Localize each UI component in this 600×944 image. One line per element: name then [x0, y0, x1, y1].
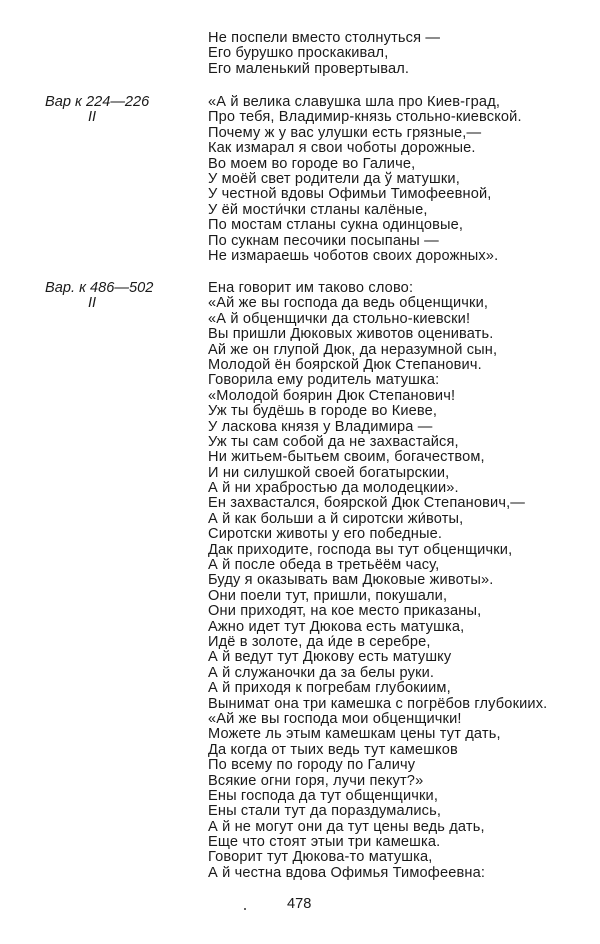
verse-line: Говорила ему родитель матушка:	[208, 372, 440, 389]
verse-line: У ласкова князя у Владимира —	[208, 418, 433, 435]
verse-line: А й ни храбростью да молодецкии».	[208, 480, 459, 497]
verse-line: Буду я оказывать вам Дюковые животы».	[208, 572, 494, 589]
verse-line: И ни силушкой своей богатырскии,	[208, 464, 450, 481]
verse-block-3	[208, 281, 547, 881]
verse-line: Еще что стоят этыи три камешка.	[208, 834, 441, 851]
verse-line: Ен захвастался, боярской Дюк Степанович,—	[208, 495, 526, 512]
verse-line: По мостам стланы сукна одинцовые,	[208, 217, 464, 234]
verse-line: А й приходя к погребам глубокиим,	[208, 680, 451, 697]
verse-line: Не поспели вместо столнуться —	[208, 30, 441, 46]
verse-line: Сиротски животы у его победные.	[208, 526, 443, 543]
verse-line: Уж ты будёшь в городе во Киеве,	[208, 403, 438, 420]
verse-line: А й ведут тут Дюкову есть матушку	[208, 649, 452, 666]
variant-source: II	[88, 295, 97, 312]
verse-line: Дак приходите, господа вы тут обценщички,	[208, 541, 513, 558]
verse-line: Да когда от тыих ведь тут камешков	[208, 741, 458, 758]
verse-line: По всему по городу по Галичу	[208, 757, 416, 774]
verse-line: Ены стали тут да пораздумались,	[208, 803, 442, 820]
verse-line: Про тебя, Владимир-князь стольно-киевской.	[208, 109, 522, 126]
verse-line: «Ай же вы господа мои обценщички!	[208, 710, 462, 727]
print-speck	[244, 908, 246, 910]
variant-note-1	[45, 95, 149, 126]
variant-ref: Вар к 224—226	[45, 94, 150, 110]
verse-line: А й честна вдова Офимья Тимофеевна:	[208, 864, 486, 881]
verse-block-1	[208, 31, 440, 77]
verse-line: А й как больши а й сиротски жи́воты,	[208, 510, 464, 527]
verse-line: У ёй мости́чки стланы калёные,	[208, 201, 428, 218]
variant-source: II	[88, 109, 97, 126]
verse-line: А й не могут они да тут цены ведь дать,	[208, 818, 485, 835]
verse-block-2	[208, 95, 522, 264]
verse-line: А й служаночки да за белы руки.	[208, 664, 435, 681]
verse-line: Говорит тут Дюкова-то матушка,	[208, 849, 433, 866]
verse-line: «Ай же вы господа да ведь обценщички,	[208, 295, 489, 312]
verse-line: Они поели тут, пришли, покушали,	[208, 587, 448, 604]
verse-line: Ай же он глупой Дюк, да неразумной сын,	[208, 341, 498, 358]
verse-line: Ни житьем-бытьем своим, богачеством,	[208, 449, 485, 466]
verse-line: Вынимат она три камешка с погрёбов глубокиих.	[208, 695, 548, 712]
verse-line: Его бурушко проскакивал,	[208, 45, 389, 62]
verse-line: Они приходят, на кое место приказаны,	[208, 603, 482, 620]
variant-note-2	[45, 281, 153, 312]
variant-ref: Вар. к 486—502	[45, 280, 154, 296]
verse-line: Можете ль этым камешкам цены тут дать,	[208, 726, 501, 743]
verse-line: А й после обеда в третьёём часу,	[208, 557, 440, 574]
verse-line: Ена говорит им таково слово:	[208, 280, 414, 296]
verse-line: Почему ж у вас улушки есть грязные,—	[208, 124, 482, 141]
verse-line: Как измарал я свои чоботы дорожные.	[208, 140, 476, 157]
verse-line: У моёй свет родители да ў матушки,	[208, 170, 460, 187]
verse-line: «Молодой боярин Дюк Степанович!	[208, 387, 456, 404]
verse-line: Молодой ён боярской Дюк Степанович.	[208, 356, 482, 373]
verse-line: Всякие огни горя, лучи пекут?»	[208, 772, 424, 789]
verse-line: «А й обценщички да стольно-киевски!	[208, 310, 471, 327]
verse-line: «А й велика славушка шла про Киев-град,	[208, 94, 501, 110]
verse-line: Ены господа да тут общенщички,	[208, 787, 439, 804]
verse-line: Во моем во городе во Галиче,	[208, 155, 416, 172]
verse-line: Уж ты сам собой да не захвастайся,	[208, 433, 459, 450]
verse-line: Его маленький провертывал.	[208, 60, 410, 77]
verse-line: Не измараешь чоботов своих дорожных».	[208, 247, 499, 264]
verse-line: У честной вдовы Офимьи Тимофеевной,	[208, 186, 492, 203]
verse-line: Вы пришли Дюковых животов оценивать.	[208, 326, 494, 343]
verse-line: Ажно идет тут Дюкова есть матушка,	[208, 618, 465, 635]
verse-line: По сукнам песочики посыпаны —	[208, 232, 439, 249]
page-number: 478	[287, 896, 312, 912]
verse-line: Идё в золоте, да и́де в серебре,	[208, 633, 431, 650]
